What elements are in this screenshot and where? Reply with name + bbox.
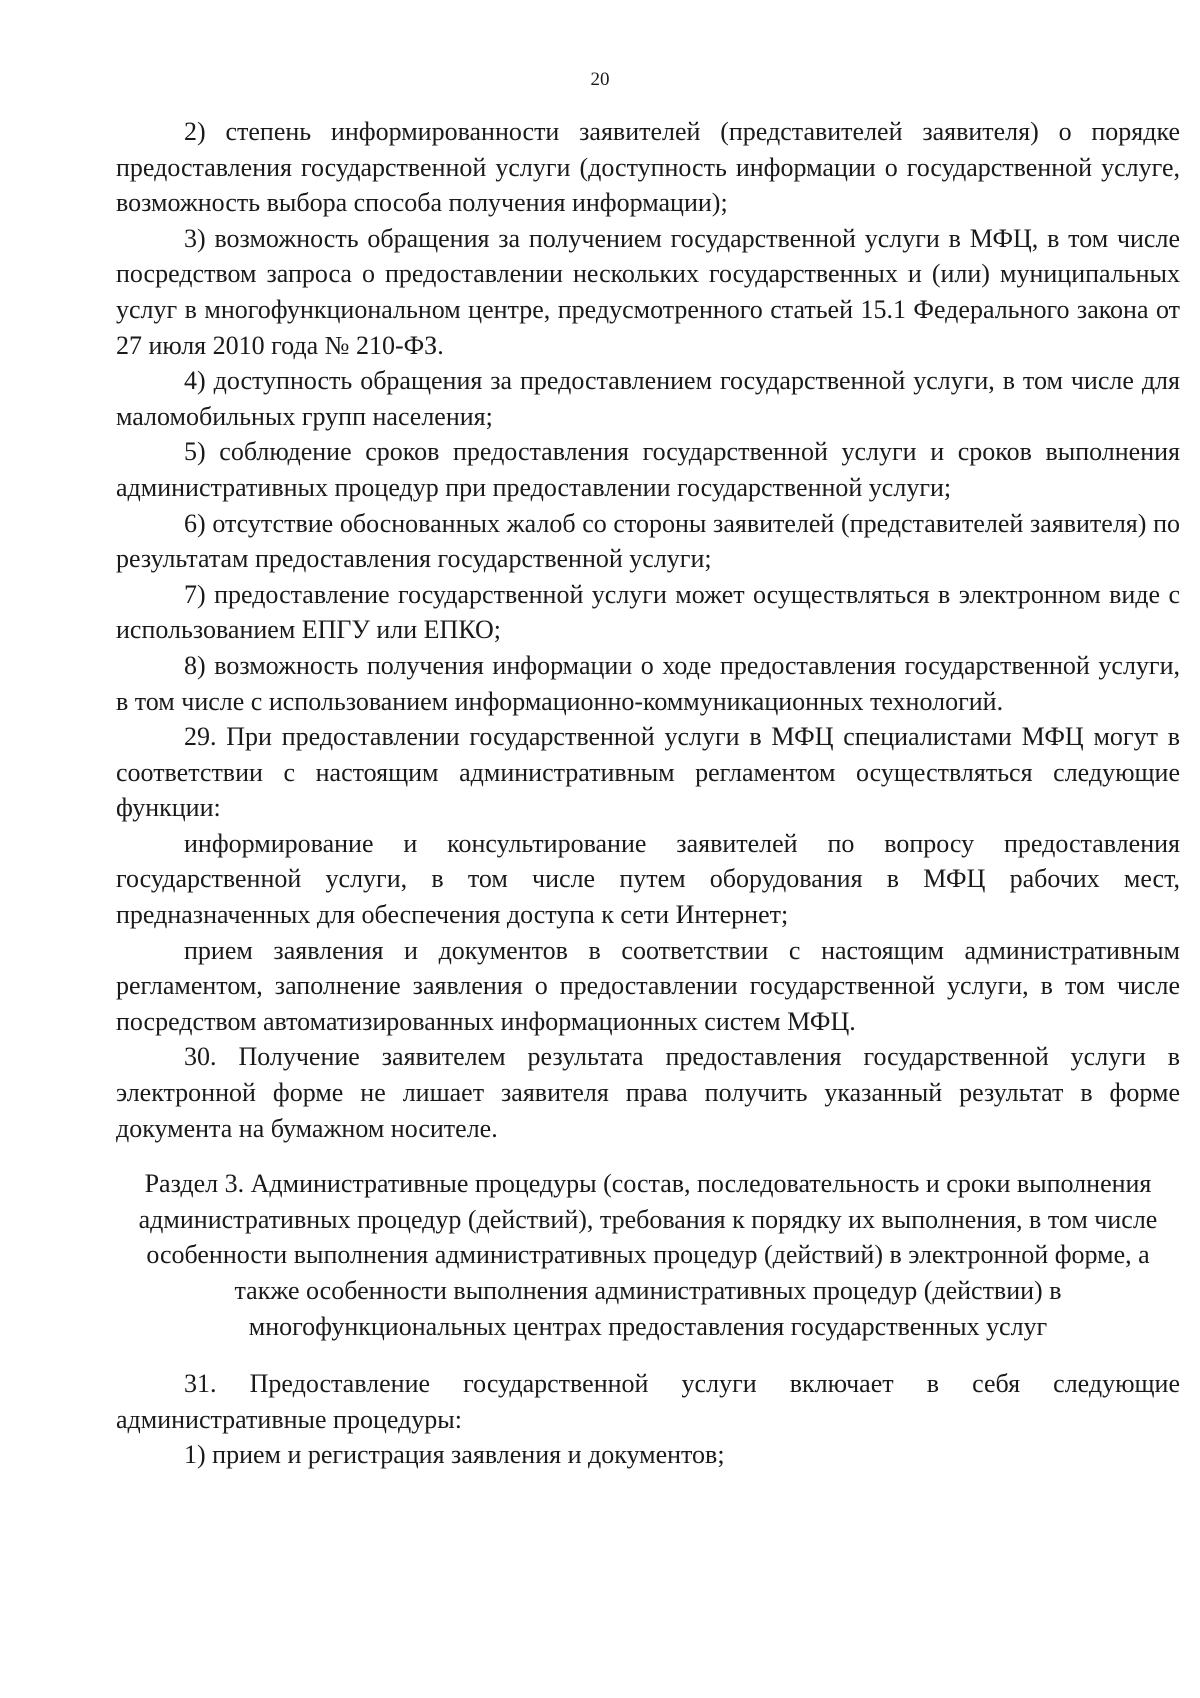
paragraph-function-reception: прием заявления и документов в соответствии с настоящим административным регламентом, заполнение заявления о предоставлении государственной услуги, в том числе посредством автоматизированных информационных систем МФЦ.	[116, 935, 1180, 1036]
paragraph-clause-29: 29. При предоставлении государственной услуги в МФЦ специалистами МФЦ могут в соответствии с настоящим административным регламентом осуществляться следующие функции:	[116, 722, 1180, 823]
paragraph-criterion-4: 4) доступность обращения за предоставлением государственной услуги, в том числе для маломобильных групп населения;	[116, 366, 1180, 431]
section-3-heading: Раздел 3. Административные процедуры (состав, последовательность и сроки выполнения административных процедур (действий), требования к порядку их выполнения, в том числе особенности выполнения административных процедур (действий) в электронной форме, а также особенности выполнения административных процедур (действии) в многофункциональных центрах предоставления государственных услуг	[138, 1169, 1158, 1341]
paragraph-criterion-3: 3) возможность обращения за получением государственной услуги в МФЦ, в том числе посредством запроса о предоставлении нескольких государственных и (или) муниципальных услуг в многофункциональном центре, предусмотренного статьей 15.1 Федерального закона от 27 июля 2010 года № 210-ФЗ.	[116, 223, 1180, 360]
paragraph-clause-31: 31. Предоставление государственной услуги включает в себя следующие административные процедуры:	[116, 1369, 1180, 1434]
paragraph-criterion-2: 2) степень информированности заявителей (представителей заявителя) о порядке предоставления государственной услуги (доступность информации о государственной услуге, возможность выбора способа получения информации);	[116, 117, 1180, 218]
paragraph-criterion-7: 7) предоставление государственной услуги может осуществляться в электронном виде с использованием ЕПГУ или ЕПКО;	[116, 579, 1180, 645]
document-body	[116, 114, 1180, 1473]
paragraph-procedure-1: 1) прием и регистрация заявления и документов;	[184, 1440, 725, 1470]
paragraph-criterion-8: 8) возможность получения информации о ходе предоставления государственной услуги, в том числе с использованием информационно-коммуникационных технологий.	[116, 650, 1180, 716]
page-number: 20	[590, 69, 610, 90]
paragraph-criterion-6: 6) отсутствие обоснованных жалоб со стороны заявителей (представителей заявителя) по результатам предоставления государственной услуги;	[116, 508, 1180, 574]
paragraph-clause-30: 30. Получение заявителем результата предоставления государственной услуги в электронной форме не лишает заявителя права получить указанный результат в форме документа на бумажном носителе.	[116, 1042, 1180, 1143]
paragraph-function-informing: информирование и консультирование заявителей по вопросу предоставления государственной услуги, в том числе путем оборудования в МФЦ рабочих мест, предназначенных для обеспечения доступа к сети Интернет;	[116, 828, 1180, 930]
paragraph-criterion-5: 5) соблюдение сроков предоставления государственной услуги и сроков выполнения административных процедур при предоставлении государственной услуги;	[116, 437, 1180, 502]
